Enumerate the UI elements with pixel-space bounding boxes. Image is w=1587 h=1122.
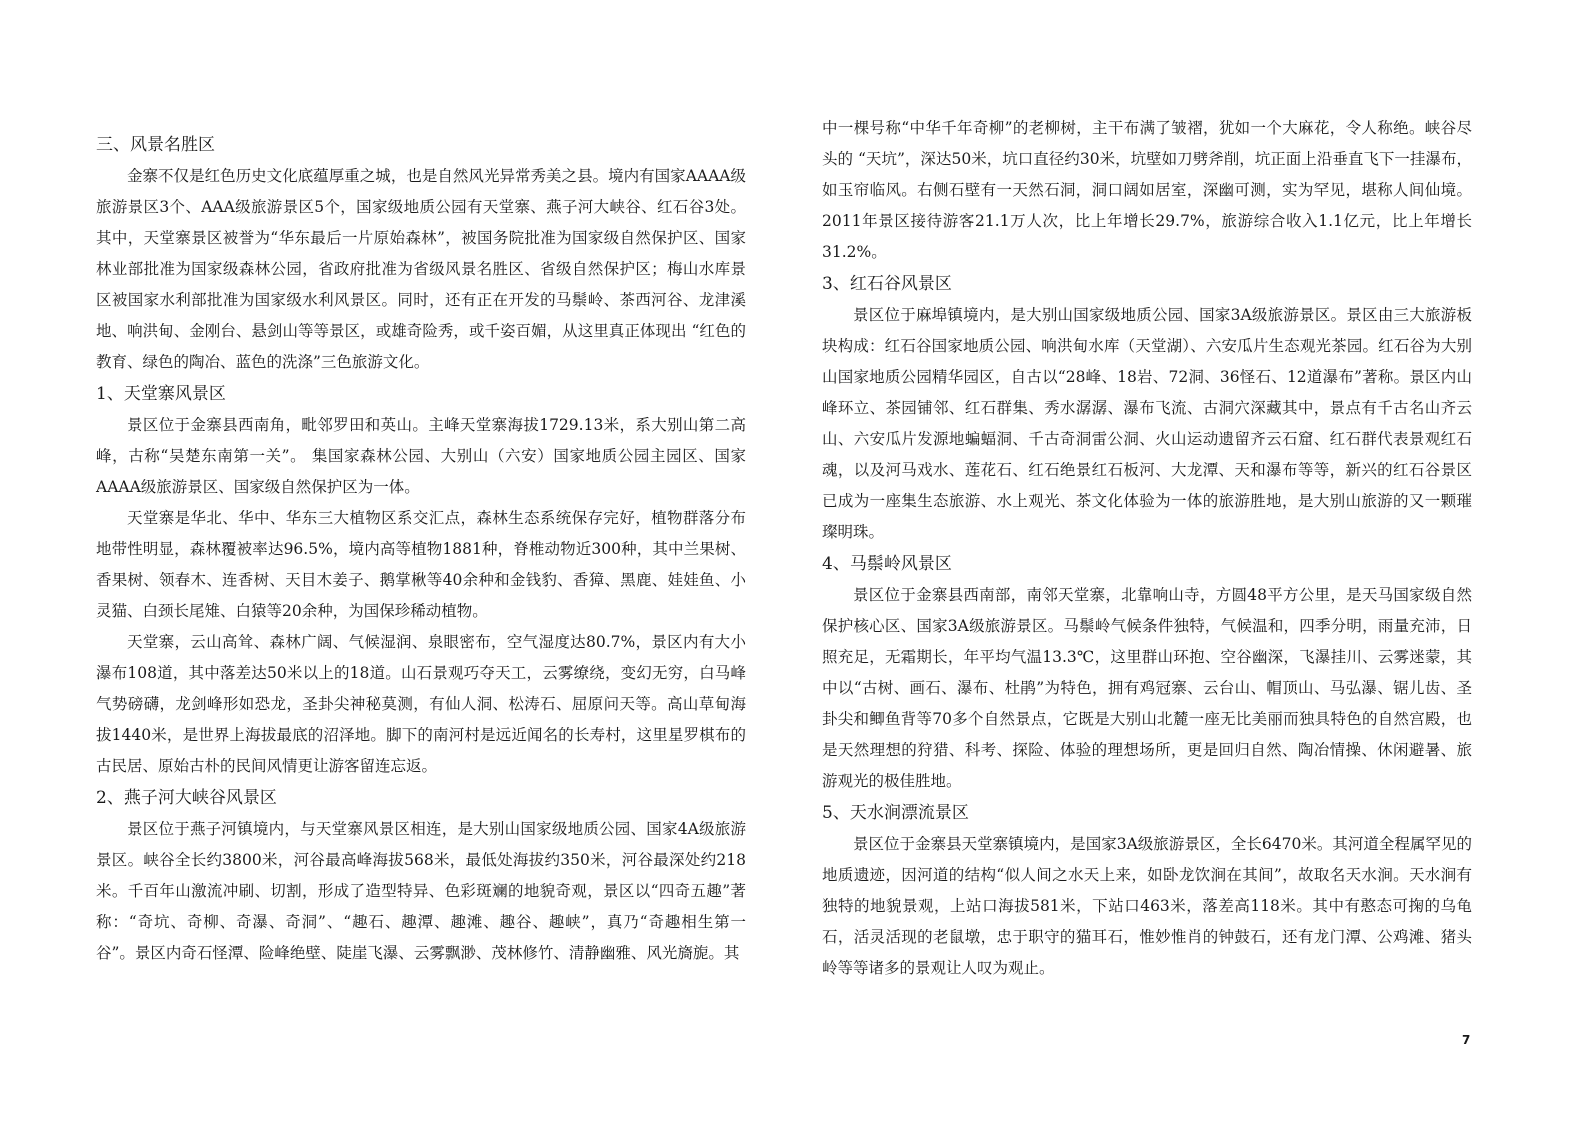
tiantangzhai-paragraph-1: 景区位于金寨县西南角，毗邻罗田和英山。主峰天堂寨海拔1729.13米，系大别山第二高峰，古称“吴楚东南第一关”。 集国家森林公园、大别山（六安）国家地质公园主园区、国家AAAA级旅游景区、国家级自然保护区为一体。: [96, 416, 746, 496]
intro-paragraph: 金寨不仅是红色历史文化底蕴厚重之城，也是自然风光异常秀美之县。境内有国家AAAA级旅游景区3个、AAA级旅游景区5个，国家级地质公园有天堂寨、燕子河大峡谷、红石谷3处。其中，天堂寨景区被誉为“华东最后一片原始森林”，被国务院批准为国家级自然保护区、国家林业部批准为国家级森林公园，省政府批准为省级风景名胜区、省级自然保护区；梅山水库景区被国家水利部批准为国家级水利风景区。同时，还有正在开发的马鬃岭、茶西河谷、龙津溪地、响洪甸、金刚台、悬剑山等等景区，或雄奇险秀，或千姿百媚，从这里真正体现出 “红色的教育、绿色的陶冶、蓝色的洗涤”三色旅游文化。: [96, 167, 746, 371]
yanzihe-heading: 2、燕子河大峡谷风景区: [96, 788, 277, 808]
hongshigu-heading: 3、红石谷风景区: [822, 274, 952, 294]
tiantangzhai-paragraph-2: 天堂寨是华北、华中、华东三大植物区系交汇点，森林生态系统保存完好，植物群落分布地带性明显，森林覆被率达96.5%，境内高等植物1881种，脊椎动物近300种，其中兰果树、香果树、领春木、连香树、天目木姜子、鹅掌楸等40余种和金钱豹、香獐、黑鹿、娃娃鱼、小灵猫、白颈长尾雉、白猿等20余种，为国保珍稀动植物。: [96, 509, 746, 620]
tianshuijian-paragraph: 景区位于金寨县天堂寨镇境内，是国家3A级旅游景区，全长6470米。其河道全程属罕见的地质遗迹，因河道的结构“似人间之水天上来，如卧龙饮涧在其间”，故取名天水涧。天水涧有独特的地貌景观，上站口海拔581米，下站口463米，落差高118米。其中有憨态可掬的乌龟石，活灵活现的老鼠墩，忠于职守的猫耳石，惟妙惟肖的钟鼓石，还有龙门潭、公鸡滩、猪头岭等等诸多的景观让人叹为观止。: [822, 835, 1472, 977]
page-number: 7: [1462, 1033, 1471, 1047]
yanzihe-paragraph-continued: 中一棵号称“中华千年奇柳”的老柳树，主干布满了皱褶，犹如一个大麻花，令人称绝。峡谷尽头的 “天坑”，深达50米，坑口直径约30米，坑壁如刀劈斧削，坑正面上沿垂直飞下一挂瀑布，如玉帘临风。右侧石壁有一天然石洞，洞口阔如居室，深幽可测，实为罕见，堪称人间仙境。2011年景区接待游客21.1万人次，比上年增长29.7%，旅游综合收入1.1亿元，比上年增长31.2%。: [822, 119, 1472, 261]
right-column: [822, 113, 1472, 984]
yanzihe-paragraph: 景区位于燕子河镇境内，与天堂寨风景区相连，是大别山国家级地质公园、国家4A级旅游景区。峡谷全长约3800米，河谷最高峰海拔568米，最低处海拔约350米，河谷最深处约218米。千百年山激流冲刷、切割，形成了造型特异、色彩斑斓的地貌奇观，景区以“四奇五趣”著称：“奇坑、奇柳、奇瀑、奇洞”、“趣石、趣潭、趣滩、趣谷、趣峡”，真乃“奇趣相生第一谷”。景区内奇石怪潭、险峰绝壁、陡崖飞瀑、云雾飘渺、茂林修竹、清静幽雅、风光旖旎。其: [96, 820, 746, 962]
tiantangzhai-heading: 1、天堂寨风景区: [96, 384, 226, 404]
left-column: [96, 129, 746, 969]
section-title: 三、风景名胜区: [96, 135, 215, 155]
tiantangzhai-paragraph-3: 天堂寨，云山高耸、森林广阔、气候湿润、泉眼密布，空气湿度达80.7%，景区内有大小瀑布108道，其中落差达50米以上的18道。山石景观巧夺天工，云雾缭绕，变幻无穷，白马峰气势磅礴，龙剑峰形如恐龙，圣卦尖神秘莫测，有仙人洞、松涛石、屈原问天等。高山草甸海拔1440米，是世界上海拔最底的沼泽地。脚下的南河村是远近闻名的长寿村，这里星罗棋布的古民居、原始古朴的民间风情更让游客留连忘返。: [96, 633, 746, 775]
mazongling-heading: 4、马鬃岭风景区: [822, 554, 952, 574]
mazongling-paragraph: 景区位于金寨县西南部，南邻天堂寨，北靠响山寺，方圆48平方公里，是天马国家级自然保护核心区、国家3A级旅游景区。马鬃岭气候条件独特，气候温和，四季分明，雨量充沛，日照充足，无霜期长，年平均气温13.3℃，这里群山环抱、空谷幽深，飞瀑挂川、云雾迷蒙，其中以“古树、画石、瀑布、杜鹃”为特色，拥有鸡冠寨、云台山、帽顶山、马弘瀑、锯儿齿、圣卦尖和鲫鱼背等70多个自然景点，它既是大别山北麓一座无比美丽而独具特色的自然宫殿，也是天然理想的狩猎、科考、探险、体验的理想场所，更是回归自然、陶冶情操、休闲避暑、旅游观光的极佳胜地。: [822, 586, 1472, 790]
tianshuijian-heading: 5、天水涧漂流景区: [822, 803, 969, 823]
hongshigu-paragraph: 景区位于麻埠镇境内，是大别山国家级地质公园、国家3A级旅游景区。景区由三大旅游板块构成：红石谷国家地质公园、响洪甸水库（天堂湖）、六安瓜片生态观光茶园。红石谷为大别山国家地质公园精华园区，自古以“28峰、18岩、72洞、36怪石、12道瀑布”著称。景区内山峰环立、茶园铺邻、红石群集、秀水潺潺、瀑布飞流、古洞穴深藏其中，景点有千古名山齐云山、六安瓜片发源地蝙蝠洞、千古奇洞雷公洞、火山运动遗留齐云石窟、红石群代表景观红石魂，以及河马戏水、莲花石、红石绝景红石板河、大龙潭、天和瀑布等等，新兴的红石谷景区已成为一座集生态旅游、水上观光、茶文化体验为一体的旅游胜地，是大别山旅游的又一颗璀璨明珠。: [822, 306, 1472, 541]
